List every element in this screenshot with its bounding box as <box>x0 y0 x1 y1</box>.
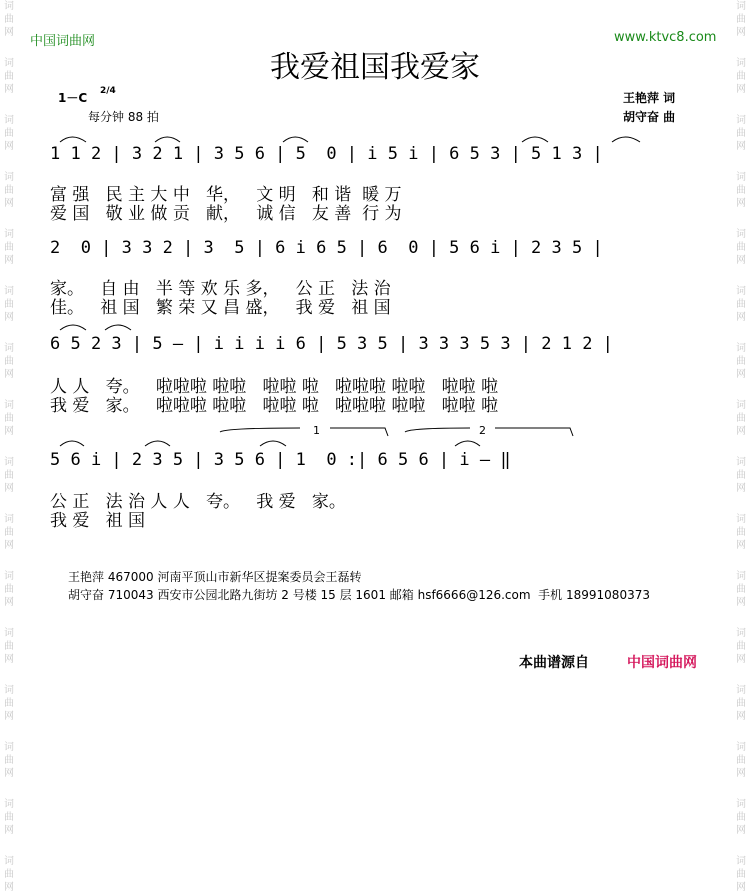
slur <box>60 441 84 446</box>
watermark-glyph: 网 <box>4 540 14 551</box>
watermark-glyph: 网 <box>736 141 746 152</box>
watermark-glyph: 词 <box>736 685 746 696</box>
watermark-glyph: 曲 <box>736 755 746 766</box>
watermark-glyph: 曲 <box>736 812 746 823</box>
slur <box>455 441 480 446</box>
watermark-glyph: 网 <box>736 768 746 779</box>
watermark-glyph: 网 <box>4 768 14 779</box>
watermark-glyph: 词 <box>736 742 746 753</box>
watermark-glyph: 曲 <box>4 128 14 139</box>
slur <box>522 137 548 142</box>
watermark-glyph: 网 <box>4 597 14 608</box>
watermark-glyph: 网 <box>736 597 746 608</box>
watermark-glyph: 网 <box>736 27 746 38</box>
watermark-glyph: 词 <box>4 1 14 12</box>
volta-1-number: 1 <box>313 424 320 437</box>
watermark-glyph: 网 <box>4 198 14 209</box>
watermark-glyph: 网 <box>736 426 746 437</box>
watermark-glyph: 词 <box>736 1 746 12</box>
watermark-glyph: 词 <box>736 628 746 639</box>
watermark-glyph: 词 <box>4 457 14 468</box>
watermark-glyph: 曲 <box>4 356 14 367</box>
watermark-glyph: 词 <box>4 58 14 69</box>
watermark-glyph: 词 <box>736 115 746 126</box>
watermark-glyph: 网 <box>736 312 746 323</box>
slur <box>60 325 86 330</box>
watermark-glyph: 网 <box>4 483 14 494</box>
notes-system-4: 5 6 i | 2 3 5 | 3 5 6 | 1 0 :| 6 5 6 | i — ‖ <box>50 450 511 470</box>
watermark-glyph: 网 <box>736 882 746 893</box>
watermark-glyph: 曲 <box>4 641 14 652</box>
watermark-glyph: 曲 <box>4 14 14 25</box>
time-signature-value: 2/4 <box>100 86 116 96</box>
watermark-glyph: 网 <box>736 198 746 209</box>
watermark-glyph: 网 <box>736 825 746 836</box>
song-title: 我爱祖国我爱家 <box>270 50 480 85</box>
watermark-glyph: 词 <box>736 172 746 183</box>
watermark-glyph: 网 <box>4 27 14 38</box>
slur <box>260 441 286 446</box>
watermark-glyph: 词 <box>736 229 746 240</box>
lyrics-system-3-verse-1: 人 人 夸。 啦啦啦 啦啦 啦啦 啦 啦啦啦 啦啦 啦啦 啦 <box>50 377 499 397</box>
slur <box>105 325 131 330</box>
watermark-glyph: 词 <box>4 571 14 582</box>
composer-credit: 胡守奋 曲 <box>623 110 676 124</box>
notes-system-3: 6 5 2 3 | 5 — | i i i i 6 | 5 3 5 | 3 3 3 5 3 | 2 1 2 | <box>50 334 613 354</box>
watermark-glyph: 曲 <box>736 869 746 880</box>
watermark-glyph: 网 <box>736 84 746 95</box>
watermark-glyph: 词 <box>4 514 14 525</box>
watermark-glyph: 词 <box>736 856 746 867</box>
watermark-glyph: 网 <box>4 141 14 152</box>
watermark-glyph: 曲 <box>736 128 746 139</box>
notes-system-2: 2 0 | 3 3 2 | 3 5 | 6 i 6 5 | 6 0 | 5 6 i | 2 3 5 | <box>50 238 603 258</box>
watermark-glyph: 曲 <box>736 299 746 310</box>
watermark-glyph: 曲 <box>4 242 14 253</box>
slur <box>155 137 180 142</box>
watermark-glyph: 曲 <box>4 584 14 595</box>
watermark-glyph: 词 <box>736 514 746 525</box>
footer-contact-composer: 胡守奋 710043 西安市公园北路九街坊 2 号楼 15 层 1601 邮箱 hsf6666@126.com 手机 18991080373 <box>68 588 650 602</box>
volta-2-number: 2 <box>479 424 486 437</box>
watermark-glyph: 曲 <box>736 641 746 652</box>
watermark-glyph: 词 <box>736 400 746 411</box>
lyrics-system-4-verse-2: 我 爱 祖 国 <box>50 511 146 531</box>
watermark-glyph: 网 <box>736 483 746 494</box>
volta-1-bracket <box>220 428 388 436</box>
watermark-glyph: 网 <box>736 369 746 380</box>
site-name-left: 中国词曲网 <box>30 34 96 49</box>
watermark-glyph: 网 <box>4 312 14 323</box>
watermark-glyph: 曲 <box>736 470 746 481</box>
source-site: 中国词曲网 <box>627 655 697 671</box>
watermark-glyph: 曲 <box>4 470 14 481</box>
tempo-marking: 每分钟 88 拍 <box>88 110 159 124</box>
watermark-glyph: 网 <box>4 84 14 95</box>
watermark-glyph: 曲 <box>4 869 14 880</box>
watermark-glyph: 词 <box>4 286 14 297</box>
watermark-glyph: 词 <box>4 343 14 354</box>
slur <box>60 137 86 142</box>
watermark-glyph: 网 <box>736 255 746 266</box>
notes-system-1: 1 1 2 | 3 2 1 | 3 5 6 | 5 0 | i 5 i | 6 5 3 | 5 1 3 | <box>50 144 603 164</box>
watermark-glyph: 曲 <box>736 413 746 424</box>
watermark-glyph: 曲 <box>736 356 746 367</box>
watermark-glyph: 词 <box>736 799 746 810</box>
watermark-glyph: 网 <box>736 711 746 722</box>
lyrics-system-2-verse-1: 家。 自 由 半 等 欢 乐 多， 公 正 法 治 <box>50 279 391 299</box>
lyricist-credit: 王艳萍 词 <box>623 91 676 105</box>
watermark-glyph: 曲 <box>736 185 746 196</box>
source-label: 本曲谱源自 <box>519 655 589 671</box>
watermark-glyph: 词 <box>736 571 746 582</box>
watermark-glyph: 网 <box>4 255 14 266</box>
lyrics-system-3-verse-2: 我 爱 家。 啦啦啦 啦啦 啦啦 啦 啦啦啦 啦啦 啦啦 啦 <box>50 396 499 416</box>
site-url-right: www.ktvc8.com <box>614 30 717 45</box>
watermark-glyph: 曲 <box>4 698 14 709</box>
watermark-glyph: 网 <box>4 426 14 437</box>
watermark-glyph: 网 <box>4 882 14 893</box>
slur <box>612 137 640 142</box>
watermark-glyph: 词 <box>736 457 746 468</box>
watermark-glyph: 曲 <box>736 527 746 538</box>
slur <box>283 137 308 142</box>
watermark-glyph: 曲 <box>4 299 14 310</box>
lyrics-system-1-verse-1: 富 强 民 主 大 中 华， 文 明 和 谐 暖 万 <box>50 185 402 205</box>
slur <box>145 441 170 446</box>
lyrics-system-2-verse-2: 佳。 祖 国 繁 荣 又 昌 盛， 我 爱 祖 国 <box>50 298 391 318</box>
watermark-glyph: 曲 <box>736 242 746 253</box>
watermark-glyph: 词 <box>736 343 746 354</box>
lyrics-system-1-verse-2: 爱 国 敬 业 做 贡 献， 诚 信 友 善 行 为 <box>50 204 402 224</box>
watermark-glyph: 曲 <box>736 14 746 25</box>
watermark-glyph: 词 <box>4 799 14 810</box>
watermark-glyph: 网 <box>4 825 14 836</box>
watermark-glyph: 曲 <box>4 413 14 424</box>
watermark-glyph: 词 <box>4 172 14 183</box>
watermark-glyph: 词 <box>4 685 14 696</box>
lyrics-system-4-verse-1: 公 正 法 治 人 人 夸。 我 爱 家。 <box>50 492 346 512</box>
watermark-glyph: 网 <box>736 654 746 665</box>
watermark-glyph: 词 <box>736 286 746 297</box>
volta-2-bracket <box>405 428 573 436</box>
watermark-glyph: 词 <box>4 229 14 240</box>
watermark-glyph: 网 <box>4 711 14 722</box>
watermark-glyph: 词 <box>4 628 14 639</box>
watermark-glyph: 曲 <box>4 755 14 766</box>
watermark-glyph: 词 <box>4 115 14 126</box>
watermark-glyph: 网 <box>4 369 14 380</box>
watermark-glyph: 网 <box>736 540 746 551</box>
watermark-glyph: 词 <box>4 400 14 411</box>
watermark-glyph: 曲 <box>4 527 14 538</box>
watermark-glyph: 词 <box>4 856 14 867</box>
watermark-glyph: 曲 <box>4 71 14 82</box>
watermark-glyph: 曲 <box>736 698 746 709</box>
watermark-glyph: 曲 <box>736 584 746 595</box>
watermark-glyph: 曲 <box>4 185 14 196</box>
watermark-glyph: 网 <box>4 654 14 665</box>
watermark-glyph: 曲 <box>4 812 14 823</box>
footer-contact-lyricist: 王艳萍 467000 河南平顶山市新华区提案委员会王磊转 <box>68 570 362 584</box>
watermark-glyph: 词 <box>736 58 746 69</box>
watermark-glyph: 词 <box>4 742 14 753</box>
key-signature: 1－C <box>58 91 88 105</box>
watermark-glyph: 曲 <box>736 71 746 82</box>
